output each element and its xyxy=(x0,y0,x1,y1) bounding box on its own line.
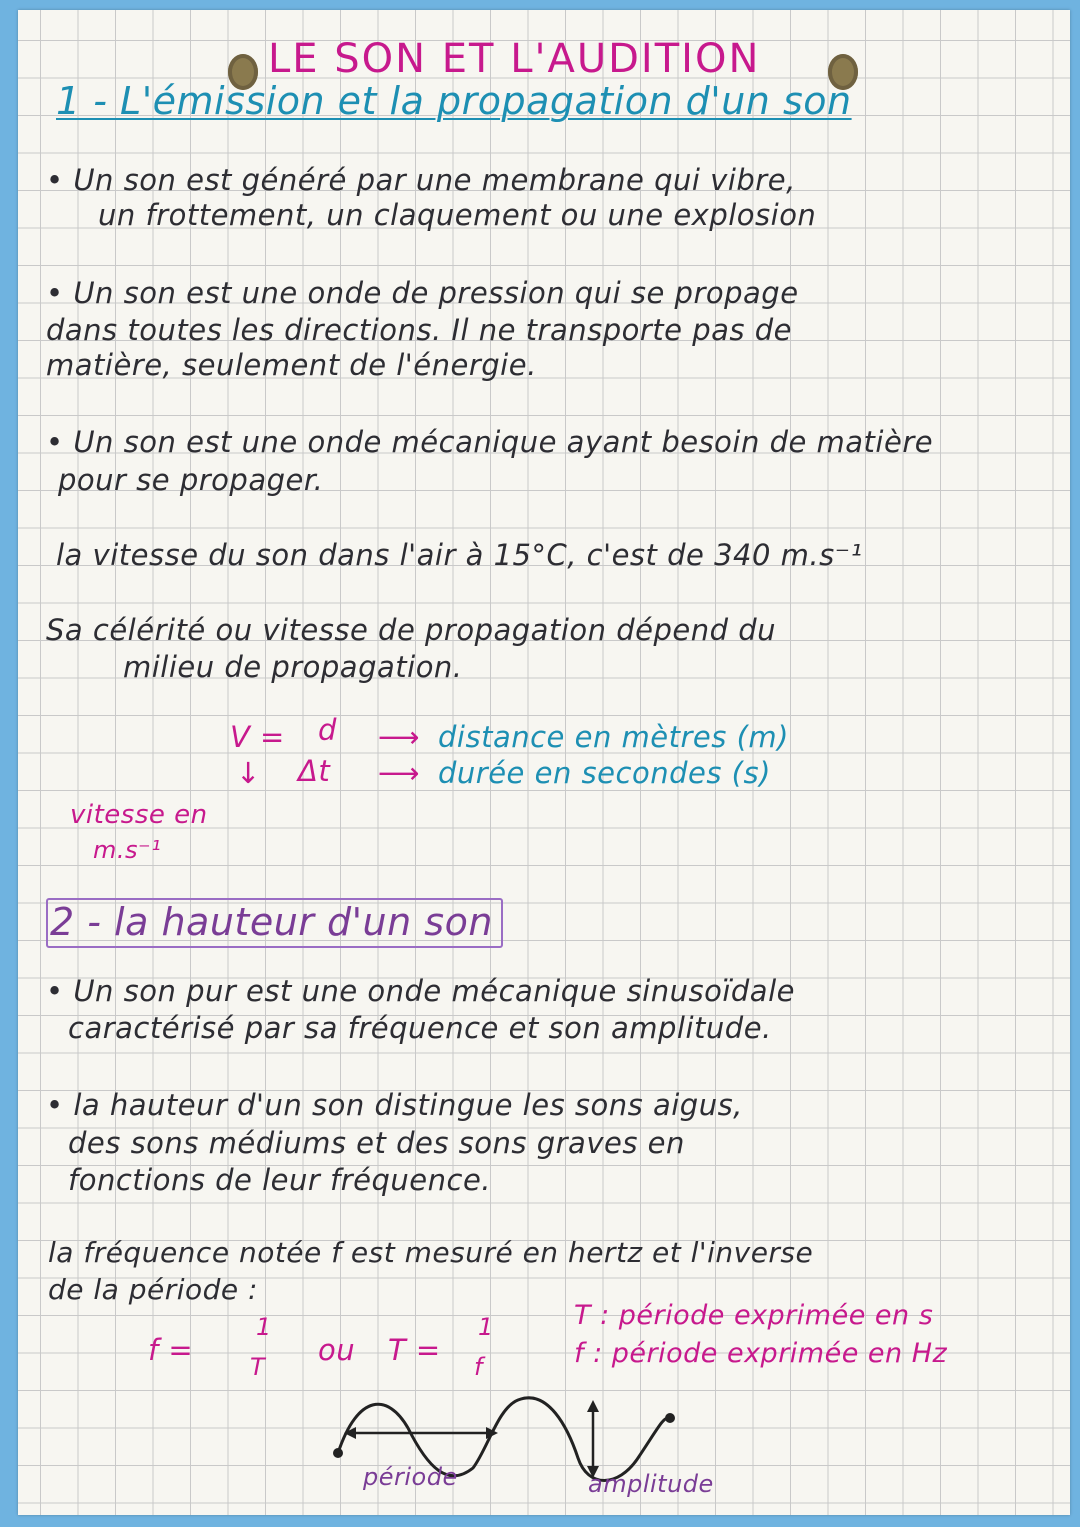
celerity-line-1: Sa célérité ou vitesse de propagation dépend du xyxy=(46,613,777,647)
arrow-icon: ⟶ xyxy=(378,720,421,754)
frequency-note-line-1: la fréquence notée f est mesuré en hertz et l'inverse xyxy=(48,1236,814,1269)
paragraph-4-line-2: caractérisé par sa fréquence et son amplitude. xyxy=(68,1011,772,1045)
frequency-note-line-2: de la période : xyxy=(48,1273,258,1306)
notebook-page xyxy=(18,10,1070,1515)
period-arrowhead-left xyxy=(344,1427,356,1439)
paragraph-4-line-1: • Un son pur est une onde mécanique sinusoïdale xyxy=(46,974,795,1008)
formula-f-numerator: 1 xyxy=(256,1313,272,1341)
amplitude-arrowhead-top xyxy=(587,1400,599,1412)
legend-frequency: f : période exprimée en Hz xyxy=(574,1338,948,1369)
formula-or: ou xyxy=(318,1333,356,1367)
paragraph-1-line-2: un frottement, un claquement ou une explosion xyxy=(98,198,817,232)
period-label: période xyxy=(363,1463,458,1491)
paragraph-2-line-3: matière, seulement de l'énergie. xyxy=(46,348,537,382)
wave-start-dot xyxy=(333,1448,343,1458)
paragraph-1-line-1: • Un son est généré par une membrane qui vibre, xyxy=(46,163,796,197)
formula-v: V = xyxy=(230,720,285,754)
paragraph-3-line-2: pour se propager. xyxy=(58,463,324,497)
formula-t-lhs: T = xyxy=(388,1333,441,1367)
period-arrowhead-right xyxy=(486,1427,498,1439)
paragraph-3-line-1: • Un son est une onde mécanique ayant besoin de matière xyxy=(46,425,934,459)
amplitude-label: amplitude xyxy=(588,1470,714,1498)
formula-f-denominator: T xyxy=(250,1353,266,1381)
legend-period: T : période exprimée en s xyxy=(574,1300,934,1331)
down-arrow-icon: ↓ xyxy=(236,756,261,790)
formula-t-numerator: 1 xyxy=(478,1313,494,1341)
duration-label: durée en secondes (s) xyxy=(438,756,771,790)
celerity-line-2: milieu de propagation. xyxy=(123,650,463,684)
speed-note: la vitesse du son dans l'air à 15°C, c'est de 340 m.s⁻¹ xyxy=(56,538,863,572)
page-title: LE SON ET L'AUDITION xyxy=(268,36,761,82)
velocity-unit-label-1: vitesse en xyxy=(70,800,208,830)
wave-end-dot xyxy=(665,1413,675,1423)
paragraph-2-line-2: dans toutes les directions. Il ne transporte pas de xyxy=(46,313,792,347)
formula-t-denominator: f xyxy=(474,1353,483,1381)
paragraph-5-line-1: • la hauteur d'un son distingue les sons aigus, xyxy=(46,1088,743,1122)
distance-label: distance en mètres (m) xyxy=(438,720,789,754)
formula-f-lhs: f = xyxy=(148,1333,194,1367)
paragraph-5-line-3: fonctions de leur fréquence. xyxy=(68,1163,492,1197)
section-2-heading-text: 2 - la hauteur d'un son xyxy=(46,898,503,948)
section-1-heading: 1 - L'émission et la propagation d'un son xyxy=(56,79,852,123)
formula-denominator: Δt xyxy=(298,754,331,788)
section-2-heading xyxy=(46,900,503,944)
paragraph-5-line-2: des sons médiums et des sons graves en xyxy=(68,1126,685,1160)
velocity-unit-label-2: m.s⁻¹ xyxy=(93,836,162,864)
formula-numerator: d xyxy=(318,713,337,747)
paragraph-2-line-1: • Un son est une onde de pression qui se propage xyxy=(46,276,799,310)
arrow-icon: ⟶ xyxy=(378,756,421,790)
